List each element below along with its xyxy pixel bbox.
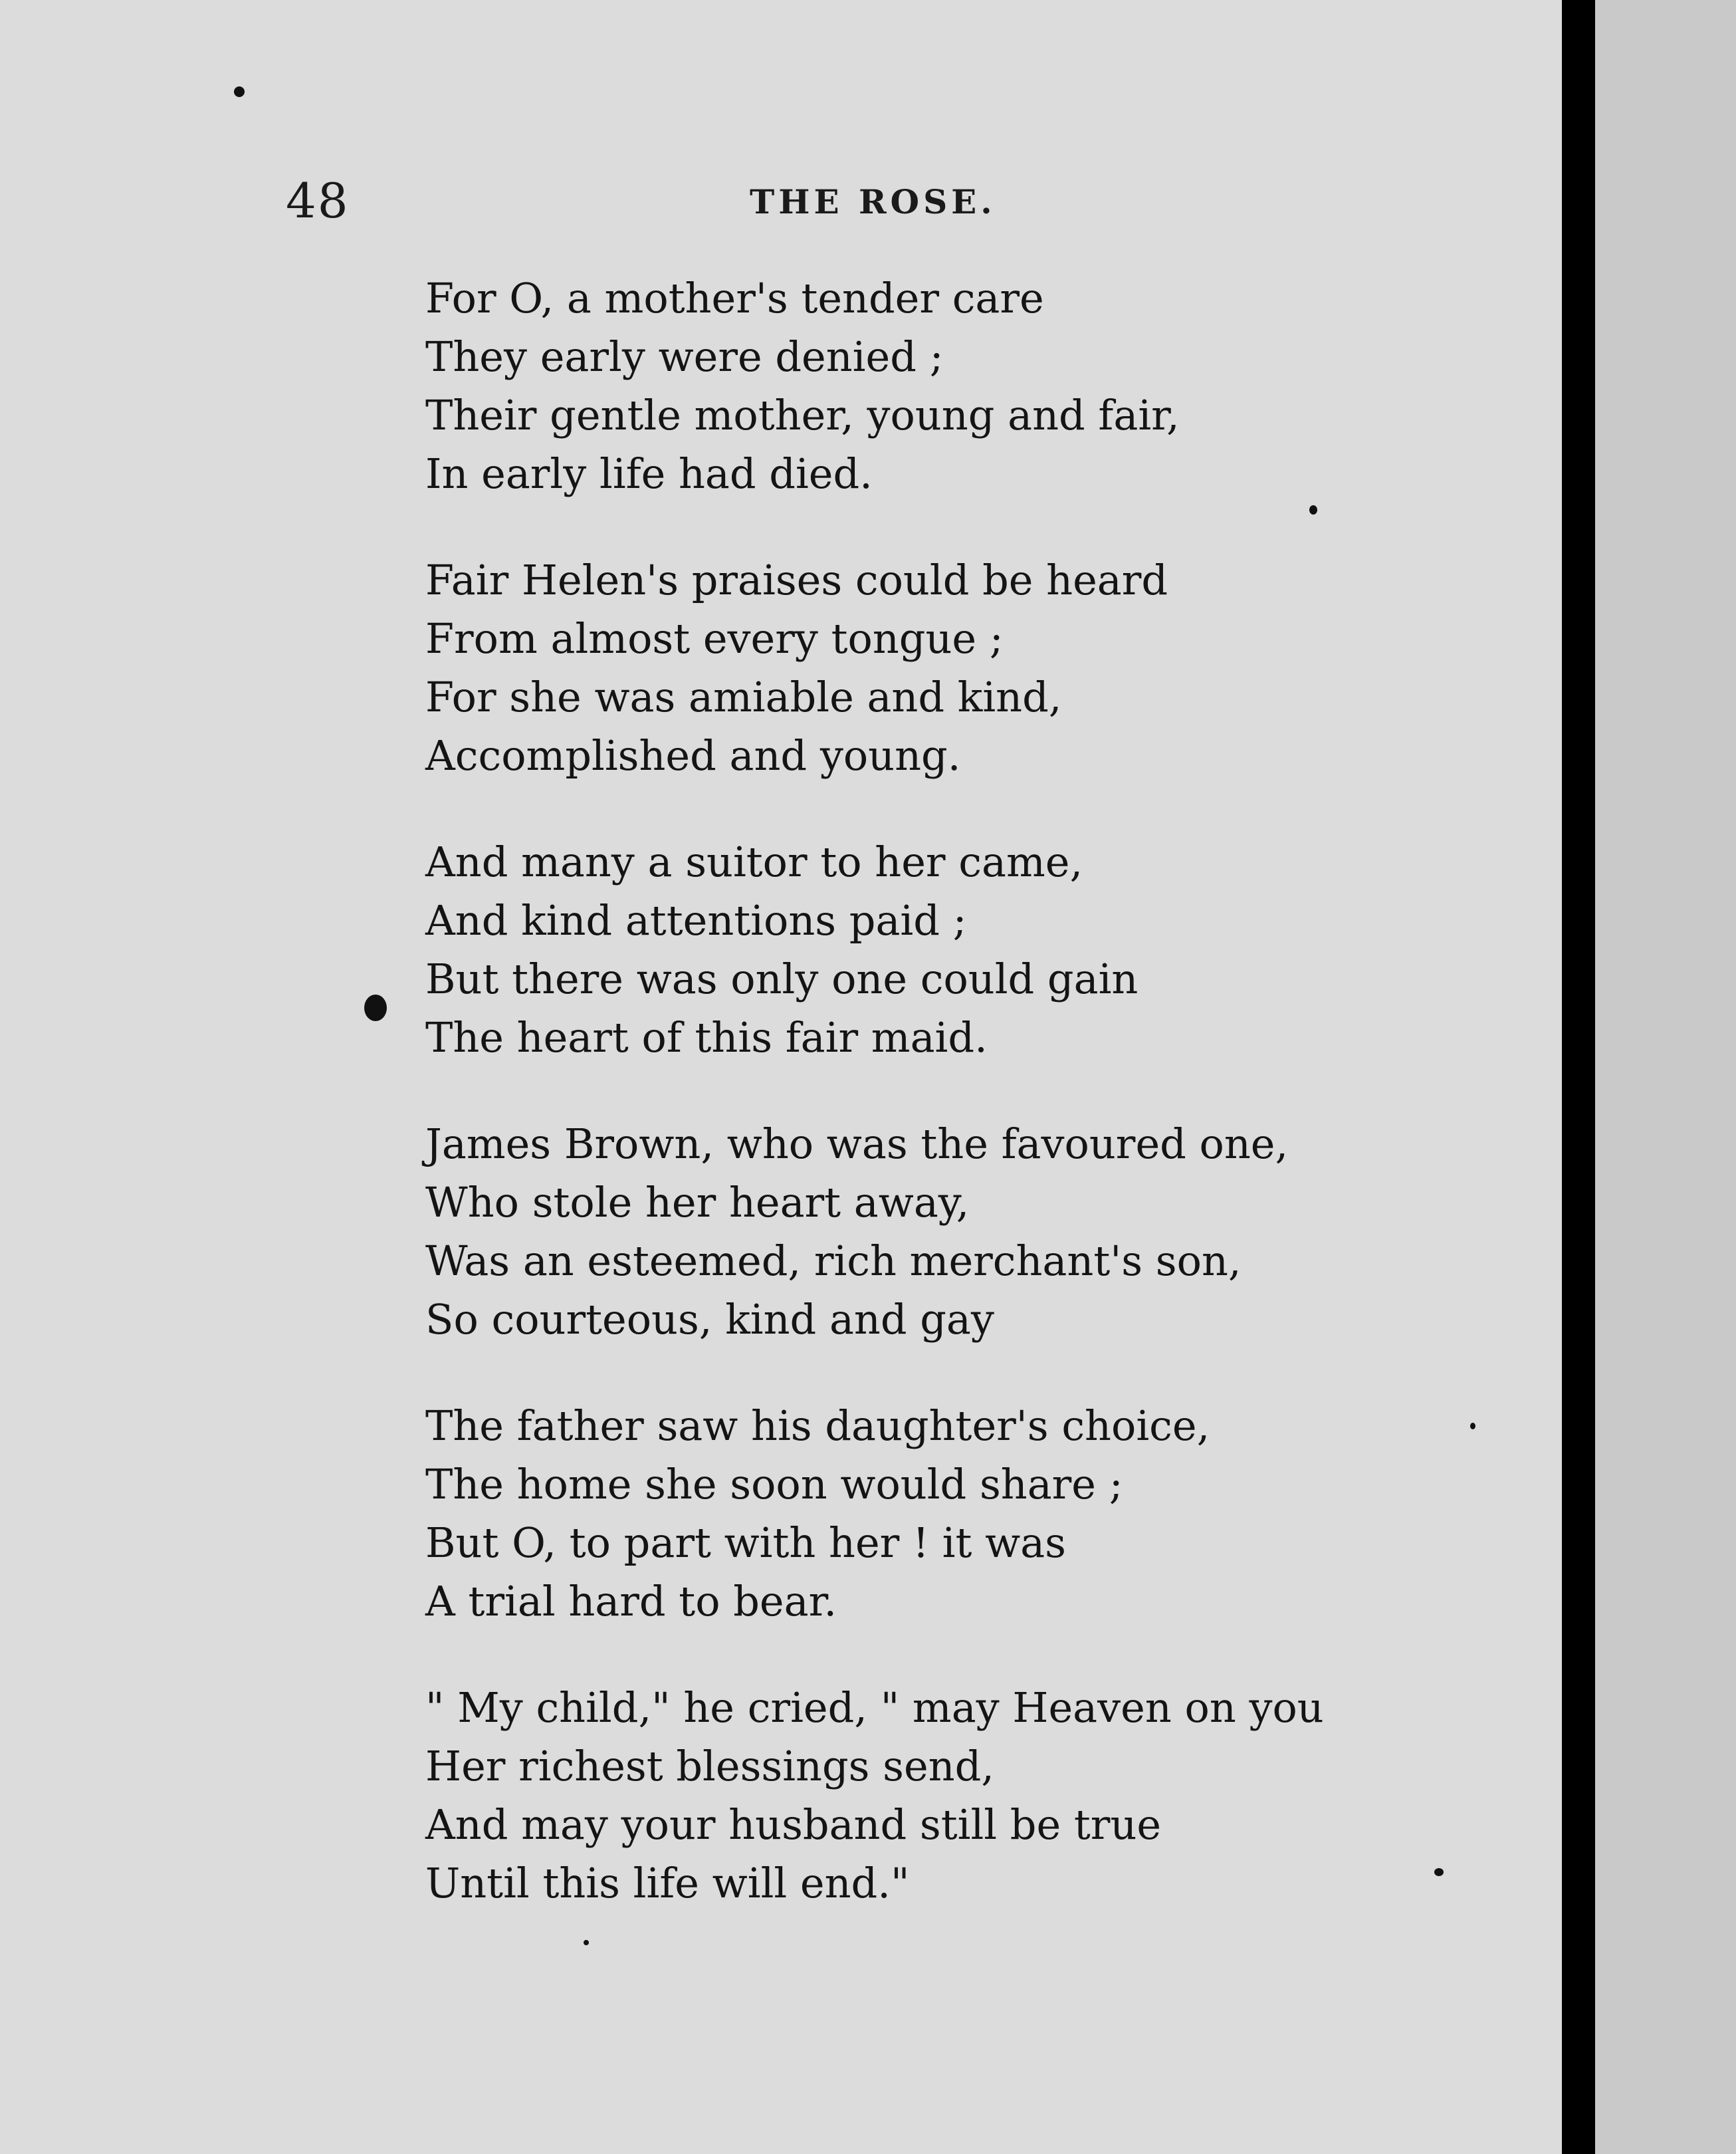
scan-speck: [584, 1940, 589, 1945]
page-number: 48: [286, 173, 350, 229]
poem-line: And many a suitor to her came,: [425, 838, 1083, 886]
poem-line: Her richest blessings send,: [425, 1742, 995, 1790]
poem-line: So courteous, kind and gay: [425, 1295, 994, 1344]
poem-line: But O, to part with her ! it was: [425, 1518, 1066, 1567]
page-gutter: [1562, 0, 1595, 2154]
poem-line: They early were denied ;: [425, 332, 944, 381]
scan-speck: [1470, 1423, 1475, 1429]
poem-line: From almost every tongue ;: [425, 614, 1004, 663]
scan-speck: [1309, 505, 1317, 515]
poem-line: James Brown, who was the favoured one,: [425, 1120, 1289, 1168]
poem-body: [425, 269, 1522, 1961]
poem-line: But there was only one could gain: [425, 955, 1139, 1003]
scan-speck: [1434, 1868, 1444, 1876]
poem-line: The heart of this fair maid.: [425, 1013, 988, 1062]
poem-line: In early life had died.: [425, 449, 873, 498]
poem-line: And may your husband still be true: [425, 1800, 1162, 1849]
poem-line: The father saw his daughter's choice,: [425, 1401, 1210, 1450]
scan-speck: [234, 86, 245, 97]
poem-line: Until this life will end.": [425, 1859, 910, 1907]
poem-line: Who stole her heart away,: [425, 1178, 970, 1227]
running-title: THE ROSE.: [750, 182, 996, 221]
poem-line: Was an esteemed, rich merchant's son,: [425, 1237, 1242, 1285]
poem-line: Accomplished and young.: [425, 731, 961, 780]
poem-line: Their gentle mother, young and fair,: [425, 391, 1180, 439]
poem-line: For she was amiable and kind,: [425, 673, 1062, 721]
poem-line: Fair Helen's praises could be heard: [425, 556, 1168, 604]
poem-line: And kind attentions paid ;: [425, 896, 967, 945]
stanza-3: [425, 833, 1522, 1067]
poem-line: For O, a mother's tender care: [425, 274, 1044, 322]
running-head: [0, 173, 1562, 233]
poem-line: A trial hard to bear.: [425, 1577, 837, 1625]
stanza-4: [425, 1115, 1522, 1349]
scan-speck: [364, 995, 387, 1021]
poem-line: The home she soon would share ;: [425, 1460, 1123, 1508]
stanza-6: [425, 1679, 1522, 1913]
adjacent-page-edge: [1595, 0, 1736, 2154]
stanza-2: [425, 551, 1522, 785]
poem-line: " My child," he cried, " may Heaven on you: [425, 1683, 1324, 1732]
stanza-1: [425, 269, 1522, 503]
stanza-5: [425, 1397, 1522, 1631]
